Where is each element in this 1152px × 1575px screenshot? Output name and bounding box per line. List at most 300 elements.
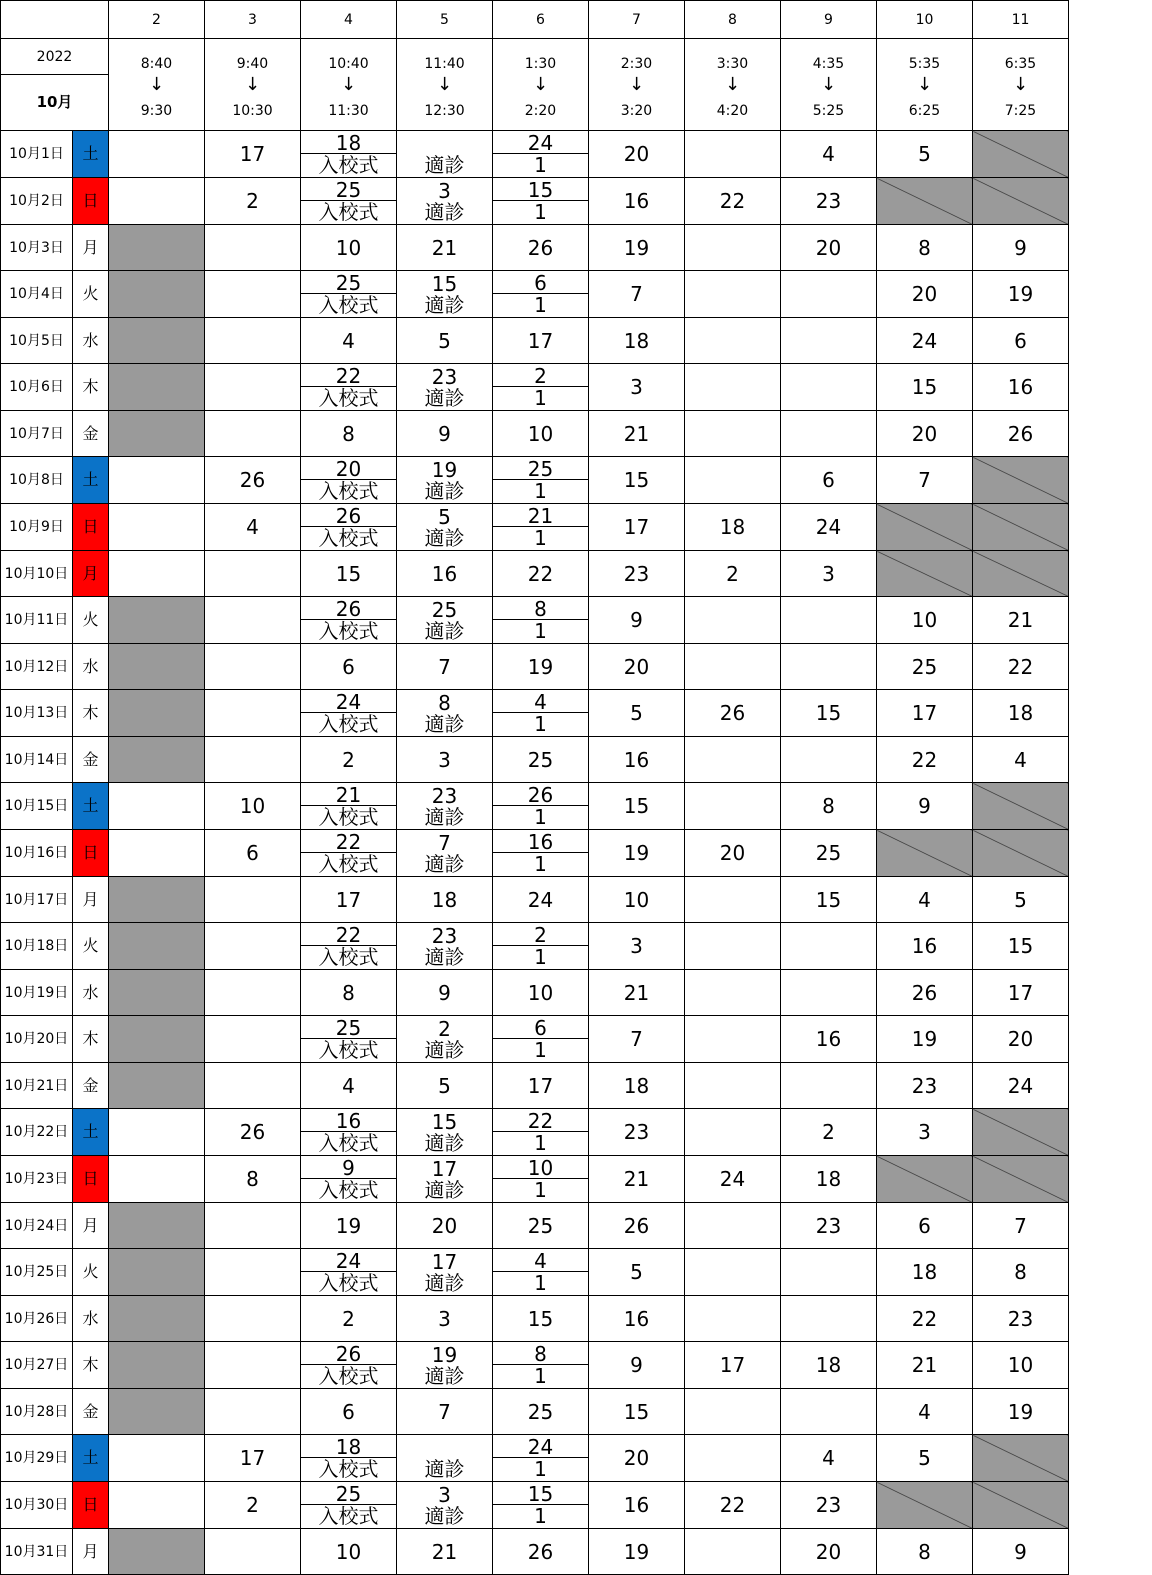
start-time: 9:40 xyxy=(236,56,269,73)
schedule-cell: 26 xyxy=(877,970,973,1016)
cell-sublabel: 入校式 xyxy=(318,1131,379,1155)
schedule-cell: 8 xyxy=(301,411,397,457)
schedule-cell xyxy=(685,1296,781,1342)
unavailable-cell xyxy=(973,504,1069,551)
schedule-cell: 18 xyxy=(781,1342,877,1389)
schedule-cell: 7 xyxy=(397,1389,493,1435)
split-cell xyxy=(301,1249,397,1296)
end-time: 7:25 xyxy=(1004,103,1037,120)
schedule-cell: 7 xyxy=(973,1203,1069,1249)
schedule-cell: 16 xyxy=(589,1482,685,1529)
date-cell: 10月5日 xyxy=(1,318,73,364)
split-cell xyxy=(301,1109,397,1156)
schedule-cell: 2 xyxy=(781,1109,877,1156)
cell-value: 23 xyxy=(431,923,458,948)
closed-cell xyxy=(109,1249,205,1296)
cell-sublabel: 適診 xyxy=(424,1177,465,1202)
schedule-cell xyxy=(205,318,301,364)
weekday-cell: 金 xyxy=(73,1389,109,1435)
schedule-cell: 21 xyxy=(877,1342,973,1389)
split-cell xyxy=(397,1249,493,1296)
split-cell xyxy=(397,457,493,504)
split-cell xyxy=(301,597,397,644)
date-cell: 10月24日 xyxy=(1,1203,73,1249)
split-cell xyxy=(397,1482,493,1529)
date-cell: 10月15日 xyxy=(1,783,73,830)
cell-sublabel: 適診 xyxy=(424,152,465,177)
schedule-cell: 23 xyxy=(973,1296,1069,1342)
table-row xyxy=(1,783,1069,830)
split-cell xyxy=(493,830,589,877)
schedule-cell: 3 xyxy=(589,364,685,411)
schedule-cell: 20 xyxy=(589,644,685,690)
split-cell xyxy=(493,504,589,551)
schedule-cell: 20 xyxy=(781,1529,877,1575)
table-row xyxy=(1,737,1069,783)
cell-value: 22 xyxy=(301,830,396,853)
schedule-cell: 20 xyxy=(397,1203,493,1249)
table-row xyxy=(1,1063,1069,1109)
unavailable-cell xyxy=(877,551,973,597)
schedule-cell: 8 xyxy=(877,1529,973,1575)
closed-cell xyxy=(109,225,205,271)
schedule-cell: 20 xyxy=(685,830,781,877)
schedule-cell: 16 xyxy=(589,1296,685,1342)
cell-sublabel: 入校式 xyxy=(318,386,379,410)
schedule-cell: 6 xyxy=(301,1389,397,1435)
table-row xyxy=(1,1296,1069,1342)
schedule-cell: 23 xyxy=(877,1063,973,1109)
split-cell xyxy=(301,504,397,551)
date-cell: 10月14日 xyxy=(1,737,73,783)
cell-sublabel: 適診 xyxy=(424,1456,465,1481)
table-row xyxy=(1,364,1069,411)
cell-sublabel: 1 xyxy=(534,1271,547,1295)
cell-value: 20 xyxy=(301,457,396,480)
schedule-cell: 15 xyxy=(781,877,877,923)
closed-cell xyxy=(109,970,205,1016)
schedule-cell: 4 xyxy=(781,1435,877,1482)
schedule-cell: 15 xyxy=(781,690,877,737)
cell-sublabel: 適診 xyxy=(424,851,465,876)
schedule-cell: 17 xyxy=(589,504,685,551)
schedule-cell: 17 xyxy=(685,1342,781,1389)
weekday-cell: 土 xyxy=(73,457,109,504)
schedule-cell: 4 xyxy=(781,131,877,178)
cell-sublabel: 適診 xyxy=(424,385,465,410)
date-cell: 10月6日 xyxy=(1,364,73,411)
cell-sublabel: 1 xyxy=(534,1178,547,1202)
cell-sublabel: 1 xyxy=(534,1038,547,1062)
table-row xyxy=(1,1482,1069,1529)
cell-value: 24 xyxy=(493,1435,588,1458)
table-row xyxy=(1,1156,1069,1203)
schedule-cell: 4 xyxy=(301,1063,397,1109)
schedule-cell: 18 xyxy=(973,690,1069,737)
split-cell xyxy=(397,271,493,318)
weekday-cell: 木 xyxy=(73,1016,109,1063)
schedule-cell xyxy=(781,737,877,783)
end-time: 4:20 xyxy=(716,103,749,120)
cell-sublabel: 1 xyxy=(534,852,547,876)
period-start-time xyxy=(781,39,877,75)
date-cell: 10月12日 xyxy=(1,644,73,690)
schedule-cell: 10 xyxy=(973,1342,1069,1389)
schedule-cell: 5 xyxy=(397,1063,493,1109)
schedule-cell: 10 xyxy=(589,877,685,923)
schedule-cell: 23 xyxy=(589,551,685,597)
schedule-cell: 20 xyxy=(877,271,973,318)
arrow-down-icon: ↓ xyxy=(916,74,933,95)
date-cell: 10月11日 xyxy=(1,597,73,644)
split-cell xyxy=(397,783,493,830)
closed-cell xyxy=(109,597,205,644)
start-time: 10:40 xyxy=(328,56,369,73)
weekday-cell: 水 xyxy=(73,318,109,364)
schedule-cell xyxy=(781,644,877,690)
schedule-cell xyxy=(109,1435,205,1482)
schedule-cell: 9 xyxy=(973,1529,1069,1575)
schedule-cell: 2 xyxy=(205,1482,301,1529)
schedule-cell xyxy=(685,1249,781,1296)
closed-cell xyxy=(109,737,205,783)
schedule-cell: 18 xyxy=(781,1156,877,1203)
split-cell xyxy=(301,1342,397,1389)
schedule-cell xyxy=(781,411,877,457)
cell-sublabel: 適診 xyxy=(424,199,465,224)
start-time: 8:40 xyxy=(140,56,173,73)
schedule-cell: 9 xyxy=(397,411,493,457)
schedule-cell: 17 xyxy=(973,970,1069,1016)
table-row xyxy=(1,225,1069,271)
schedule-cell xyxy=(685,225,781,271)
split-cell xyxy=(301,1016,397,1063)
schedule-cell: 23 xyxy=(781,178,877,225)
schedule-cell: 10 xyxy=(877,597,973,644)
schedule-cell: 8 xyxy=(205,1156,301,1203)
schedule-cell: 17 xyxy=(301,877,397,923)
table-row xyxy=(1,457,1069,504)
cell-value xyxy=(397,132,492,154)
cell-value: 25 xyxy=(301,1482,396,1505)
closed-cell xyxy=(109,364,205,411)
schedule-cell: 4 xyxy=(877,1389,973,1435)
cell-sublabel: 適診 xyxy=(424,478,465,503)
weekday-cell: 土 xyxy=(73,131,109,178)
schedule-cell: 9 xyxy=(973,225,1069,271)
split-cell xyxy=(397,1016,493,1063)
split-cell xyxy=(301,1435,397,1482)
schedule-cell: 8 xyxy=(877,225,973,271)
table-row xyxy=(1,597,1069,644)
schedule-cell: 17 xyxy=(205,1435,301,1482)
cell-value: 2 xyxy=(493,923,588,946)
schedule-cell: 22 xyxy=(685,1482,781,1529)
cell-sublabel: 入校式 xyxy=(318,1457,379,1481)
schedule-cell: 24 xyxy=(493,877,589,923)
schedule-cell: 24 xyxy=(685,1156,781,1203)
schedule-cell: 22 xyxy=(877,737,973,783)
schedule-cell: 24 xyxy=(781,504,877,551)
table-row xyxy=(1,504,1069,551)
cell-value: 26 xyxy=(301,504,396,527)
closed-cell xyxy=(109,1063,205,1109)
arrow-down-icon: ↓ xyxy=(148,74,165,95)
schedule-cell: 21 xyxy=(397,1529,493,1575)
table-row xyxy=(1,411,1069,457)
schedule-cell: 19 xyxy=(877,1016,973,1063)
schedule-cell: 25 xyxy=(493,1203,589,1249)
schedule-cell xyxy=(685,737,781,783)
schedule-cell: 5 xyxy=(589,690,685,737)
cell-sublabel: 適診 xyxy=(424,525,465,550)
start-time: 1:30 xyxy=(524,56,557,73)
unavailable-cell xyxy=(973,551,1069,597)
date-cell: 10月28日 xyxy=(1,1389,73,1435)
cell-sublabel: 入校式 xyxy=(318,619,379,643)
period-end-time xyxy=(301,75,397,131)
weekday-cell: 日 xyxy=(73,504,109,551)
schedule-cell xyxy=(685,1435,781,1482)
split-cell xyxy=(493,783,589,830)
cell-value: 22 xyxy=(301,364,396,387)
schedule-cell: 17 xyxy=(205,131,301,178)
schedule-cell: 4 xyxy=(301,318,397,364)
split-cell xyxy=(397,597,493,644)
cell-value: 26 xyxy=(301,1342,396,1365)
split-cell xyxy=(493,1342,589,1389)
cell-value: 10 xyxy=(493,1156,588,1179)
period-number-6: 6 xyxy=(493,1,589,39)
arrow-down-icon: ↓ xyxy=(820,74,837,95)
split-cell xyxy=(493,1109,589,1156)
split-cell xyxy=(397,830,493,877)
arrow-down-icon: ↓ xyxy=(340,74,357,95)
schedule-cell xyxy=(685,364,781,411)
schedule-cell: 20 xyxy=(781,225,877,271)
cell-value: 21 xyxy=(301,783,396,806)
schedule-cell: 4 xyxy=(877,877,973,923)
date-cell: 10月18日 xyxy=(1,923,73,970)
table-row xyxy=(1,178,1069,225)
cell-value: 26 xyxy=(493,783,588,806)
weekday-cell: 土 xyxy=(73,1435,109,1482)
period-end-time xyxy=(205,75,301,131)
split-cell xyxy=(493,690,589,737)
cell-value: 21 xyxy=(493,504,588,527)
schedule-cell: 17 xyxy=(493,318,589,364)
date-cell: 10月1日 xyxy=(1,131,73,178)
schedule-cell xyxy=(685,597,781,644)
schedule-cell: 6 xyxy=(301,644,397,690)
schedule-cell: 26 xyxy=(589,1203,685,1249)
cell-value: 6 xyxy=(493,1016,588,1039)
weekday-cell: 金 xyxy=(73,411,109,457)
table-row xyxy=(1,271,1069,318)
table-row xyxy=(1,877,1069,923)
schedule-cell xyxy=(685,318,781,364)
period-end-time xyxy=(589,75,685,131)
table-row xyxy=(1,1249,1069,1296)
schedule-cell: 20 xyxy=(877,411,973,457)
cell-sublabel: 1 xyxy=(534,200,547,224)
schedule-cell xyxy=(205,1203,301,1249)
split-cell xyxy=(397,1109,493,1156)
month-label: 10月 xyxy=(1,75,109,131)
cell-value: 17 xyxy=(431,1156,458,1181)
schedule-cell: 23 xyxy=(589,1109,685,1156)
schedule-cell: 19 xyxy=(973,271,1069,318)
schedule-cell: 21 xyxy=(397,225,493,271)
unavailable-cell xyxy=(973,1482,1069,1529)
schedule-cell xyxy=(109,1156,205,1203)
weekday-cell: 火 xyxy=(73,271,109,318)
schedule-cell xyxy=(205,737,301,783)
schedule-cell xyxy=(205,551,301,597)
schedule-cell xyxy=(205,1063,301,1109)
schedule-cell: 25 xyxy=(493,1389,589,1435)
date-cell: 10月7日 xyxy=(1,411,73,457)
schedule-cell: 10 xyxy=(301,1529,397,1575)
schedule-cell: 15 xyxy=(589,1389,685,1435)
cell-sublabel: 入校式 xyxy=(318,153,379,177)
period-start-time xyxy=(205,39,301,75)
period-number-11: 11 xyxy=(973,1,1069,39)
cell-value: 8 xyxy=(493,1342,588,1365)
unavailable-cell xyxy=(973,1109,1069,1156)
end-time: 6:25 xyxy=(908,103,941,120)
schedule-cell xyxy=(205,644,301,690)
table-row xyxy=(1,830,1069,877)
table-row xyxy=(1,1016,1069,1063)
cell-value: 18 xyxy=(301,131,396,154)
cell-value: 25 xyxy=(301,271,396,294)
weekday-cell: 火 xyxy=(73,923,109,970)
schedule-cell: 24 xyxy=(973,1063,1069,1109)
schedule-cell xyxy=(205,970,301,1016)
schedule-cell: 9 xyxy=(397,970,493,1016)
weekday-cell: 月 xyxy=(73,877,109,923)
header-corner xyxy=(1,1,109,39)
schedule-cell xyxy=(205,1529,301,1575)
schedule-cell: 21 xyxy=(973,597,1069,644)
schedule-cell: 26 xyxy=(205,1109,301,1156)
schedule-cell: 21 xyxy=(589,970,685,1016)
table-row xyxy=(1,551,1069,597)
period-start-time xyxy=(397,39,493,75)
split-cell xyxy=(301,690,397,737)
schedule-cell: 15 xyxy=(493,1296,589,1342)
closed-cell xyxy=(109,1296,205,1342)
period-end-time xyxy=(493,75,589,131)
schedule-cell: 19 xyxy=(589,830,685,877)
date-cell: 10月8日 xyxy=(1,457,73,504)
schedule-cell: 18 xyxy=(589,1063,685,1109)
split-cell xyxy=(397,690,493,737)
schedule-cell xyxy=(205,1296,301,1342)
unavailable-cell xyxy=(877,1156,973,1203)
split-cell xyxy=(493,1156,589,1203)
schedule-cell: 22 xyxy=(973,644,1069,690)
schedule-cell: 5 xyxy=(877,131,973,178)
arrow-down-icon: ↓ xyxy=(1012,74,1029,95)
cell-value: 6 xyxy=(493,271,588,294)
cell-sublabel: 1 xyxy=(534,945,547,969)
schedule-cell: 4 xyxy=(973,737,1069,783)
schedule-cell xyxy=(781,318,877,364)
schedule-cell: 19 xyxy=(589,225,685,271)
schedule-cell: 25 xyxy=(877,644,973,690)
period-number-9: 9 xyxy=(781,1,877,39)
closed-cell xyxy=(109,1389,205,1435)
schedule-cell: 6 xyxy=(781,457,877,504)
cell-sublabel: 適診 xyxy=(424,711,465,736)
cell-sublabel: 1 xyxy=(534,712,547,736)
cell-sublabel: 入校式 xyxy=(318,1504,379,1528)
schedule-cell: 15 xyxy=(589,783,685,830)
schedule-cell xyxy=(781,970,877,1016)
schedule-cell: 7 xyxy=(589,271,685,318)
schedule-cell xyxy=(685,131,781,178)
split-cell xyxy=(493,131,589,178)
period-number-5: 5 xyxy=(397,1,493,39)
schedule-cell: 3 xyxy=(397,737,493,783)
schedule-cell: 15 xyxy=(973,923,1069,970)
unavailable-cell xyxy=(877,178,973,225)
closed-cell xyxy=(109,411,205,457)
split-cell xyxy=(493,923,589,970)
schedule-cell: 20 xyxy=(973,1016,1069,1063)
cell-sublabel: 入校式 xyxy=(318,1271,379,1295)
cell-sublabel: 入校式 xyxy=(318,712,379,736)
closed-cell xyxy=(109,690,205,737)
cell-value: 23 xyxy=(431,364,458,389)
date-cell: 10月3日 xyxy=(1,225,73,271)
schedule-cell xyxy=(685,411,781,457)
cell-value: 24 xyxy=(301,690,396,713)
period-number-10: 10 xyxy=(877,1,973,39)
cell-sublabel: 適診 xyxy=(424,804,465,829)
closed-cell xyxy=(109,1342,205,1389)
date-cell: 10月17日 xyxy=(1,877,73,923)
cell-value: 15 xyxy=(431,271,458,296)
schedule-cell xyxy=(685,644,781,690)
closed-cell xyxy=(109,271,205,318)
schedule-cell: 17 xyxy=(877,690,973,737)
schedule-cell: 26 xyxy=(493,225,589,271)
schedule-cell: 22 xyxy=(685,178,781,225)
end-time: 10:30 xyxy=(232,103,273,120)
weekday-cell: 月 xyxy=(73,225,109,271)
schedule-cell xyxy=(205,690,301,737)
schedule-cell: 2 xyxy=(301,737,397,783)
cell-sublabel: 1 xyxy=(534,526,547,550)
split-cell xyxy=(301,364,397,411)
schedule-cell xyxy=(205,271,301,318)
schedule-cell: 16 xyxy=(397,551,493,597)
schedule-cell: 26 xyxy=(493,1529,589,1575)
cell-sublabel: 入校式 xyxy=(318,1364,379,1388)
period-start-time xyxy=(589,39,685,75)
schedule-cell: 2 xyxy=(301,1296,397,1342)
weekday-cell: 月 xyxy=(73,1529,109,1575)
split-cell xyxy=(493,364,589,411)
schedule-cell: 2 xyxy=(685,551,781,597)
cell-value: 2 xyxy=(493,364,588,387)
period-number-8: 8 xyxy=(685,1,781,39)
weekday-cell: 日 xyxy=(73,1482,109,1529)
cell-value: 15 xyxy=(431,1109,458,1134)
